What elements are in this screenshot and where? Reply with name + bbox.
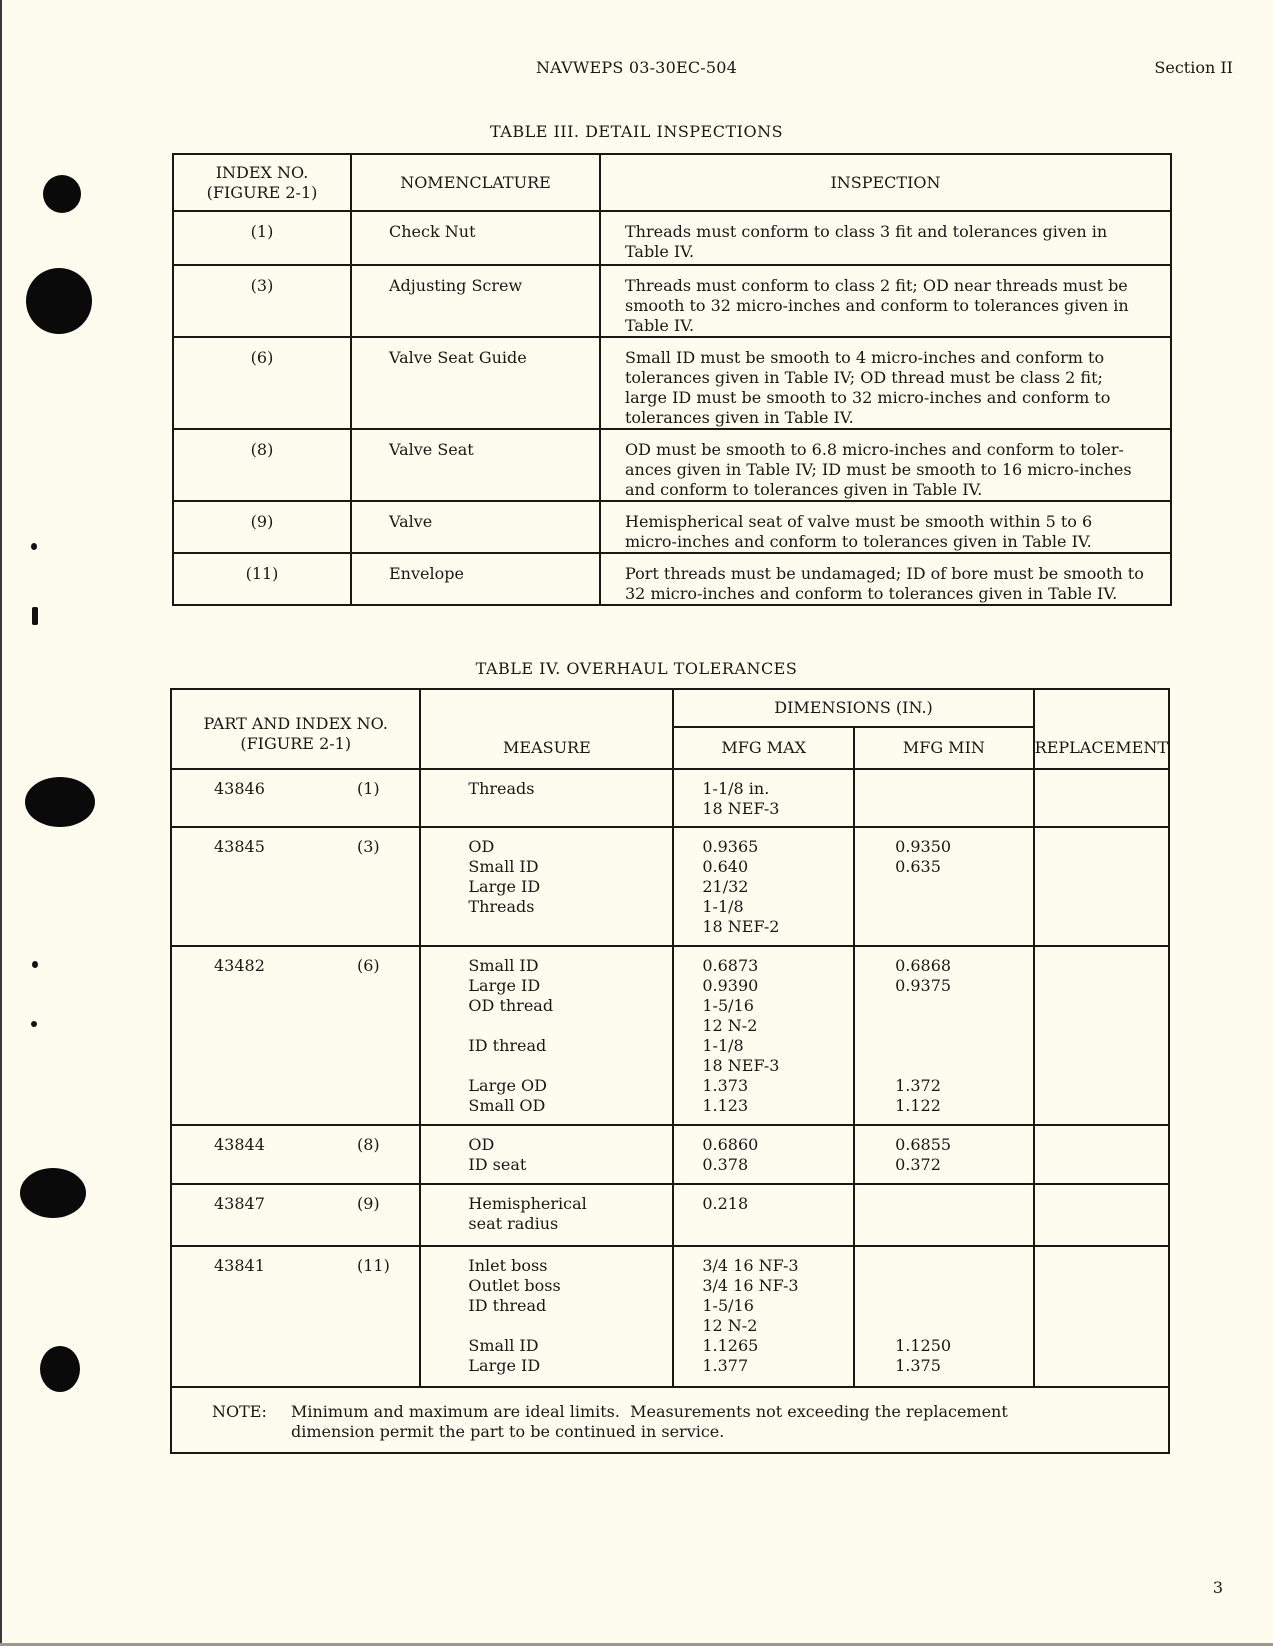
nomenclature-cell: Valve Seat xyxy=(351,429,600,501)
document-number: NAVWEPS 03-30EC-504 xyxy=(535,58,738,77)
replacement-cell xyxy=(1034,1125,1169,1184)
measure-cell: Small ID Large ID OD thread ID thread Large OD Small OD xyxy=(420,946,673,1125)
table-row xyxy=(173,553,1171,605)
column-header-inspection: INSPECTION xyxy=(600,154,1171,211)
part-cell xyxy=(171,946,420,1125)
column-header-part: PART AND INDEX NO. (FIGURE 2-1) xyxy=(171,689,420,769)
index-cell: (9) xyxy=(173,501,351,553)
table-row xyxy=(171,1125,1169,1184)
column-header-measure: MEASURE xyxy=(420,689,673,769)
mfg-max-cell: 1-1/8 in. 18 NEF-3 xyxy=(673,769,854,827)
table-header-row xyxy=(171,689,1169,727)
table4-title: TABLE IV. OVERHAUL TOLERANCES xyxy=(475,659,798,678)
note-label: NOTE: xyxy=(212,1402,267,1421)
scan-speck xyxy=(32,607,38,625)
column-header-mfg-min: MFG MIN xyxy=(854,727,1034,769)
binder-hole xyxy=(25,777,95,827)
index-cell: (3) xyxy=(173,265,351,337)
part-index: (8) xyxy=(357,1135,380,1154)
inspection-cell: Threads must conform to class 2 fit; OD near threads must be smooth to 32 micro-inches and conform to tolerances given in Table IV. xyxy=(600,265,1171,337)
part-cell xyxy=(171,827,420,946)
part-cell xyxy=(171,1246,420,1387)
part-cell xyxy=(171,769,420,827)
binder-hole xyxy=(40,1346,80,1392)
mfg-min-cell: 1.1250 1.375 xyxy=(854,1246,1034,1387)
binder-hole xyxy=(26,268,92,334)
scan-speck xyxy=(31,543,37,550)
table-row xyxy=(171,1184,1169,1246)
inspection-cell: Hemispherical seat of valve must be smooth within 5 to 6 micro-inches and conform to tolerances given in Table IV. xyxy=(600,501,1171,553)
table-row xyxy=(171,1246,1169,1387)
section-label: Section II xyxy=(1154,58,1233,77)
mfg-max-cell: 0.218 xyxy=(673,1184,854,1246)
nomenclature-cell: Valve Seat Guide xyxy=(351,337,600,429)
index-cell: (8) xyxy=(173,429,351,501)
part-cell xyxy=(171,1125,420,1184)
nomenclature-cell: Valve xyxy=(351,501,600,553)
scan-edge xyxy=(0,0,2,1646)
part-number: 43482 xyxy=(214,956,265,975)
replacement-cell xyxy=(1034,946,1169,1125)
table-row xyxy=(173,501,1171,553)
table3-title: TABLE III. DETAIL INSPECTIONS xyxy=(489,122,784,141)
part-number: 43845 xyxy=(214,837,265,856)
part-number: 43841 xyxy=(214,1256,265,1275)
table-row xyxy=(173,211,1171,265)
mfg-min-cell xyxy=(854,1184,1034,1246)
table-row xyxy=(173,429,1171,501)
column-header-replacement: REPLACEMENT xyxy=(1034,689,1169,769)
part-index: (9) xyxy=(357,1194,380,1213)
table-row xyxy=(173,265,1171,337)
measure-cell: Hemispherical seat radius xyxy=(420,1184,673,1246)
nomenclature-cell: Check Nut xyxy=(351,211,600,265)
measure-cell: OD Small ID Large ID Threads xyxy=(420,827,673,946)
replacement-cell xyxy=(1034,1246,1169,1387)
replacement-cell xyxy=(1034,827,1169,946)
column-header-index: INDEX NO. (FIGURE 2-1) xyxy=(173,154,351,211)
table-row xyxy=(171,946,1169,1125)
inspection-cell: Threads must conform to class 3 fit and tolerances given in Table IV. xyxy=(600,211,1171,265)
mfg-min-cell: 0.9350 0.635 xyxy=(854,827,1034,946)
table-header-row xyxy=(173,154,1171,211)
mfg-max-cell: 3/4 16 NF-3 3/4 16 NF-3 1-5/16 12 N-2 1.1265 1.377 xyxy=(673,1246,854,1387)
mfg-max-cell: 0.6873 0.9390 1-5/16 12 N-2 1-1/8 18 NEF-3 1.373 1.123 xyxy=(673,946,854,1125)
mfg-min-cell: 0.6855 0.372 xyxy=(854,1125,1034,1184)
measure-cell: Threads xyxy=(420,769,673,827)
measure-cell: OD ID seat xyxy=(420,1125,673,1184)
inspection-cell: Port threads must be undamaged; ID of bore must be smooth to 32 micro-inches and conform to tolerances given in Table IV. xyxy=(600,553,1171,605)
mfg-max-cell: 0.6860 0.378 xyxy=(673,1125,854,1184)
table-row xyxy=(171,769,1169,827)
mfg-min-cell: 0.6868 0.9375 1.372 1.122 xyxy=(854,946,1034,1125)
part-index: (3) xyxy=(357,837,380,856)
scan-speck xyxy=(32,961,38,968)
mfg-max-cell: 0.9365 0.640 21/32 1-1/8 18 NEF-2 xyxy=(673,827,854,946)
column-header-nomenclature: NOMENCLATURE xyxy=(351,154,600,211)
table-note xyxy=(171,1387,1169,1453)
nomenclature-cell: Envelope xyxy=(351,553,600,605)
table-row xyxy=(173,337,1171,429)
page-number: 3 xyxy=(1212,1578,1223,1597)
note-text: Minimum and maximum are ideal limits. Measurements not exceeding the replacement dimension permit the part to be continued in service. xyxy=(291,1402,1008,1441)
replacement-cell xyxy=(1034,769,1169,827)
overhaul-tolerances-table xyxy=(170,688,1170,1454)
mfg-min-cell xyxy=(854,769,1034,827)
inspection-cell: Small ID must be smooth to 4 micro-inches and conform to tolerances given in Table IV; OD thread must be class 2 fit; large ID must be smooth to 32 micro-inches and conform to tolerances given in Table IV. xyxy=(600,337,1171,429)
part-cell xyxy=(171,1184,420,1246)
part-number: 43846 xyxy=(214,779,265,798)
column-header-dimensions: DIMENSIONS (IN.) xyxy=(673,689,1033,727)
scan-speck xyxy=(31,1021,37,1027)
measure-cell: Inlet boss Outlet boss ID thread Small ID Large ID xyxy=(420,1246,673,1387)
column-header-mfg-max: MFG MAX xyxy=(673,727,854,769)
table-row xyxy=(171,827,1169,946)
part-index: (6) xyxy=(357,956,380,975)
index-cell: (6) xyxy=(173,337,351,429)
part-number: 43847 xyxy=(214,1194,265,1213)
note-row xyxy=(171,1387,1169,1453)
binder-hole xyxy=(43,175,81,213)
index-cell: (1) xyxy=(173,211,351,265)
index-cell: (11) xyxy=(173,553,351,605)
part-index: (11) xyxy=(357,1256,390,1275)
binder-hole xyxy=(20,1168,86,1218)
part-index: (1) xyxy=(357,779,380,798)
detail-inspections-table xyxy=(172,153,1172,606)
part-number: 43844 xyxy=(214,1135,265,1154)
inspection-cell: OD must be smooth to 6.8 micro-inches and conform to toler- ances given in Table IV; ID must be smooth to 16 micro-inches and conform to tolerances given in Table IV. xyxy=(600,429,1171,501)
replacement-cell xyxy=(1034,1184,1169,1246)
nomenclature-cell: Adjusting Screw xyxy=(351,265,600,337)
